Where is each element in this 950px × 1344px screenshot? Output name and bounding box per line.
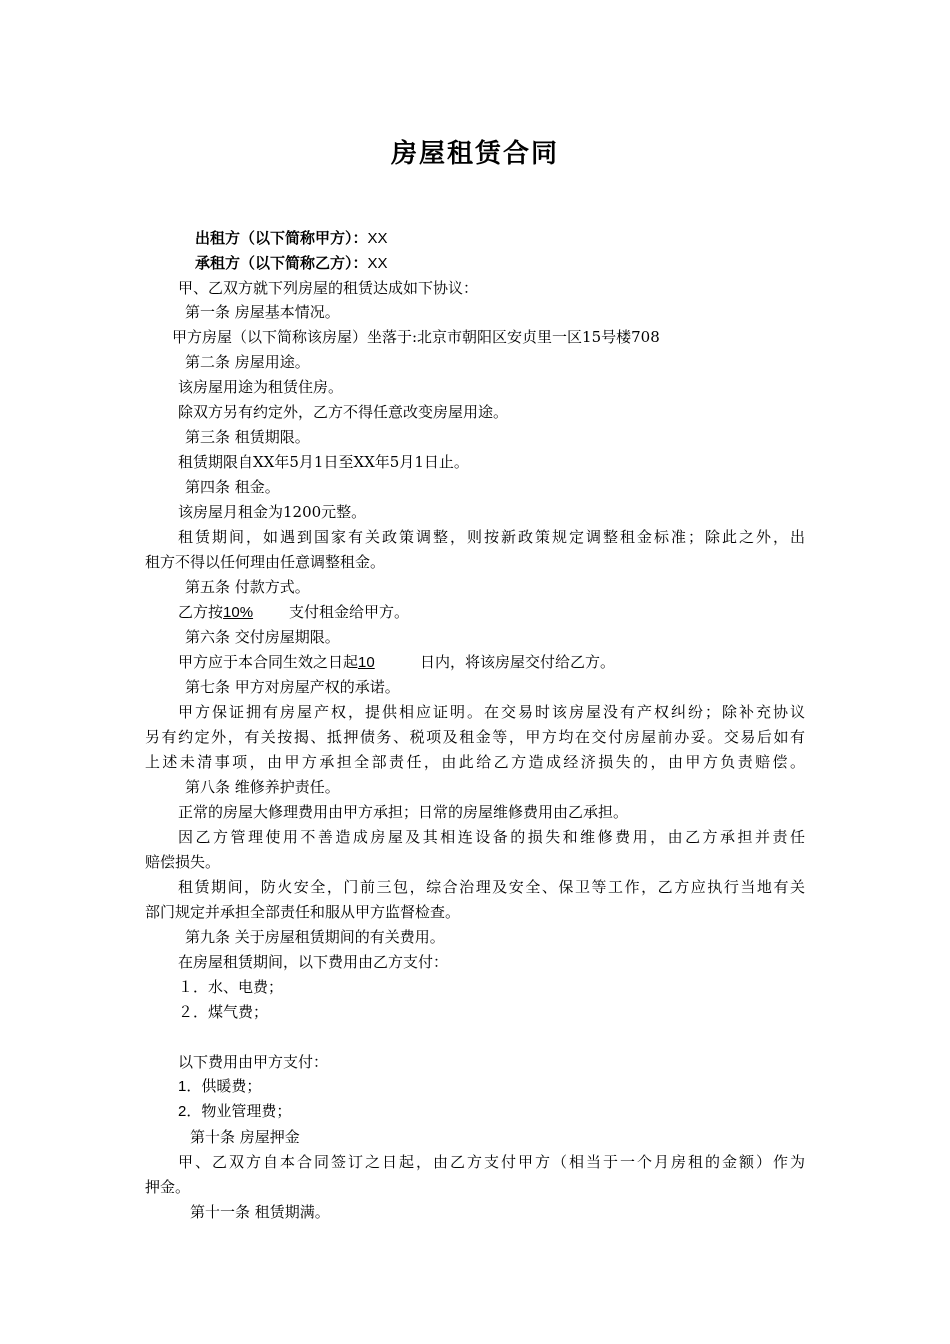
article-7-heading: 第七条 甲方对房屋产权的承诺。: [185, 678, 400, 696]
lessee-fee-item: ２．煤气费；: [178, 1003, 269, 1021]
article-9-heading: 第九条 关于房屋租赁期间的有关费用。: [185, 928, 445, 946]
article-7-line-2: 另有约定外，有关按揭、抵押债务、税项及租金等，甲方均在交付房屋前办妥。交易后如有: [145, 728, 805, 746]
article-7-line-1: 甲方保证拥有房屋产权，提供相应证明。在交易时该房屋没有产权纠纷；除补充协议: [178, 703, 805, 721]
lessee-label: 承租方（以下简称乙方）：: [195, 254, 368, 272]
article-9-lessor-intro: 以下费用由甲方支付：: [178, 1053, 329, 1071]
article-10-line-1: 甲、乙双方自本合同签订之日起，由乙方支付甲方（相当于一个月房租的金额）作为: [178, 1153, 805, 1171]
article-4-line-2a: 租赁期间，如遇到国家有关政策调整，则按新政策规定调整租金标准；除此之外，出: [178, 528, 805, 546]
intro-text: 甲、乙双方就下列房屋的租赁达成如下协议：: [178, 279, 479, 297]
article-5-post: 支付租金给甲方。: [289, 603, 410, 621]
article-9-lessee-intro: 在房屋租赁期间，以下费用由乙方支付：: [178, 953, 449, 971]
article-6-pre: 甲方应于本合同生效之日起: [178, 653, 359, 671]
article-5-body: [178, 602, 409, 623]
payment-ratio-field: 10%: [223, 604, 254, 621]
article-2-heading: 第二条 房屋用途。: [185, 353, 310, 371]
article-7-line-3: 上述未清事项，由甲方承担全部责任，由此给乙方造成经济损失的，由甲方负责赔偿。: [145, 753, 805, 771]
article-8-heading: 第八条 维修养护责任。: [185, 778, 340, 796]
article-1-heading: 第一条 房屋基本情况。: [185, 303, 340, 321]
article-11-heading: 第十一条 租赁期满。: [190, 1203, 330, 1221]
lessor-value: XX: [367, 230, 388, 247]
lessee-value: XX: [367, 255, 388, 272]
article-3-body: 租赁期限自XX年5月1日至XX年5月1日止。: [178, 453, 469, 471]
document-title: 房屋租赁合同: [390, 139, 559, 169]
article-8-para-3b: 部门规定并承担全部责任和服从甲方监督检查。: [145, 903, 461, 921]
article-3-heading: 第三条 租赁期限。: [185, 428, 310, 446]
lessor-label: 出租方（以下简称甲方）：: [195, 229, 368, 247]
lessor-fee-item: 1．供暖费；: [178, 1078, 262, 1095]
article-2-line-1: 该房屋用途为租赁住房。: [178, 378, 344, 396]
lessee-line: [195, 252, 388, 273]
article-6-post: 日内，将该房屋交付给乙方。: [420, 653, 616, 671]
lessor-fee-item: 2．物业管理费；: [178, 1103, 292, 1120]
lessee-fee-item: １．水、电费；: [178, 978, 284, 996]
article-4-line-1: 该房屋月租金为1200元整。: [178, 503, 367, 521]
article-6-body: [178, 652, 615, 673]
article-2-line-2: 除双方另有约定外，乙方不得任意改变房屋用途。: [178, 403, 509, 421]
article-8-para-2a: 因乙方管理使用不善造成房屋及其相连设备的损失和维修费用，由乙方承担并责任: [178, 828, 805, 846]
article-8-para-3a: 租赁期间，防火安全，门前三包，综合治理及安全、保卫等工作，乙方应执行当地有关: [178, 878, 805, 896]
article-4-heading: 第四条 租金。: [185, 478, 280, 496]
article-10-heading: 第十条 房屋押金: [190, 1128, 300, 1146]
article-8-para-1: 正常的房屋大修理费用由甲方承担；日常的房屋维修费用由乙承担。: [178, 803, 629, 821]
article-5-heading: 第五条 付款方式。: [185, 578, 310, 596]
article-6-heading: 第六条 交付房屋期限。: [185, 628, 340, 646]
delivery-days-field: 10: [358, 654, 375, 671]
article-1-body: 甲方房屋（以下简称该房屋）坐落于:北京市朝阳区安贞里一区15号楼708: [172, 328, 660, 346]
article-10-line-2: 押金。: [145, 1178, 191, 1196]
lessor-line: [195, 227, 388, 248]
article-8-para-2b: 赔偿损失。: [145, 853, 221, 871]
article-5-pre: 乙方按: [178, 603, 224, 621]
article-4-line-2b: 租方不得以任何理由任意调整租金。: [145, 553, 386, 571]
